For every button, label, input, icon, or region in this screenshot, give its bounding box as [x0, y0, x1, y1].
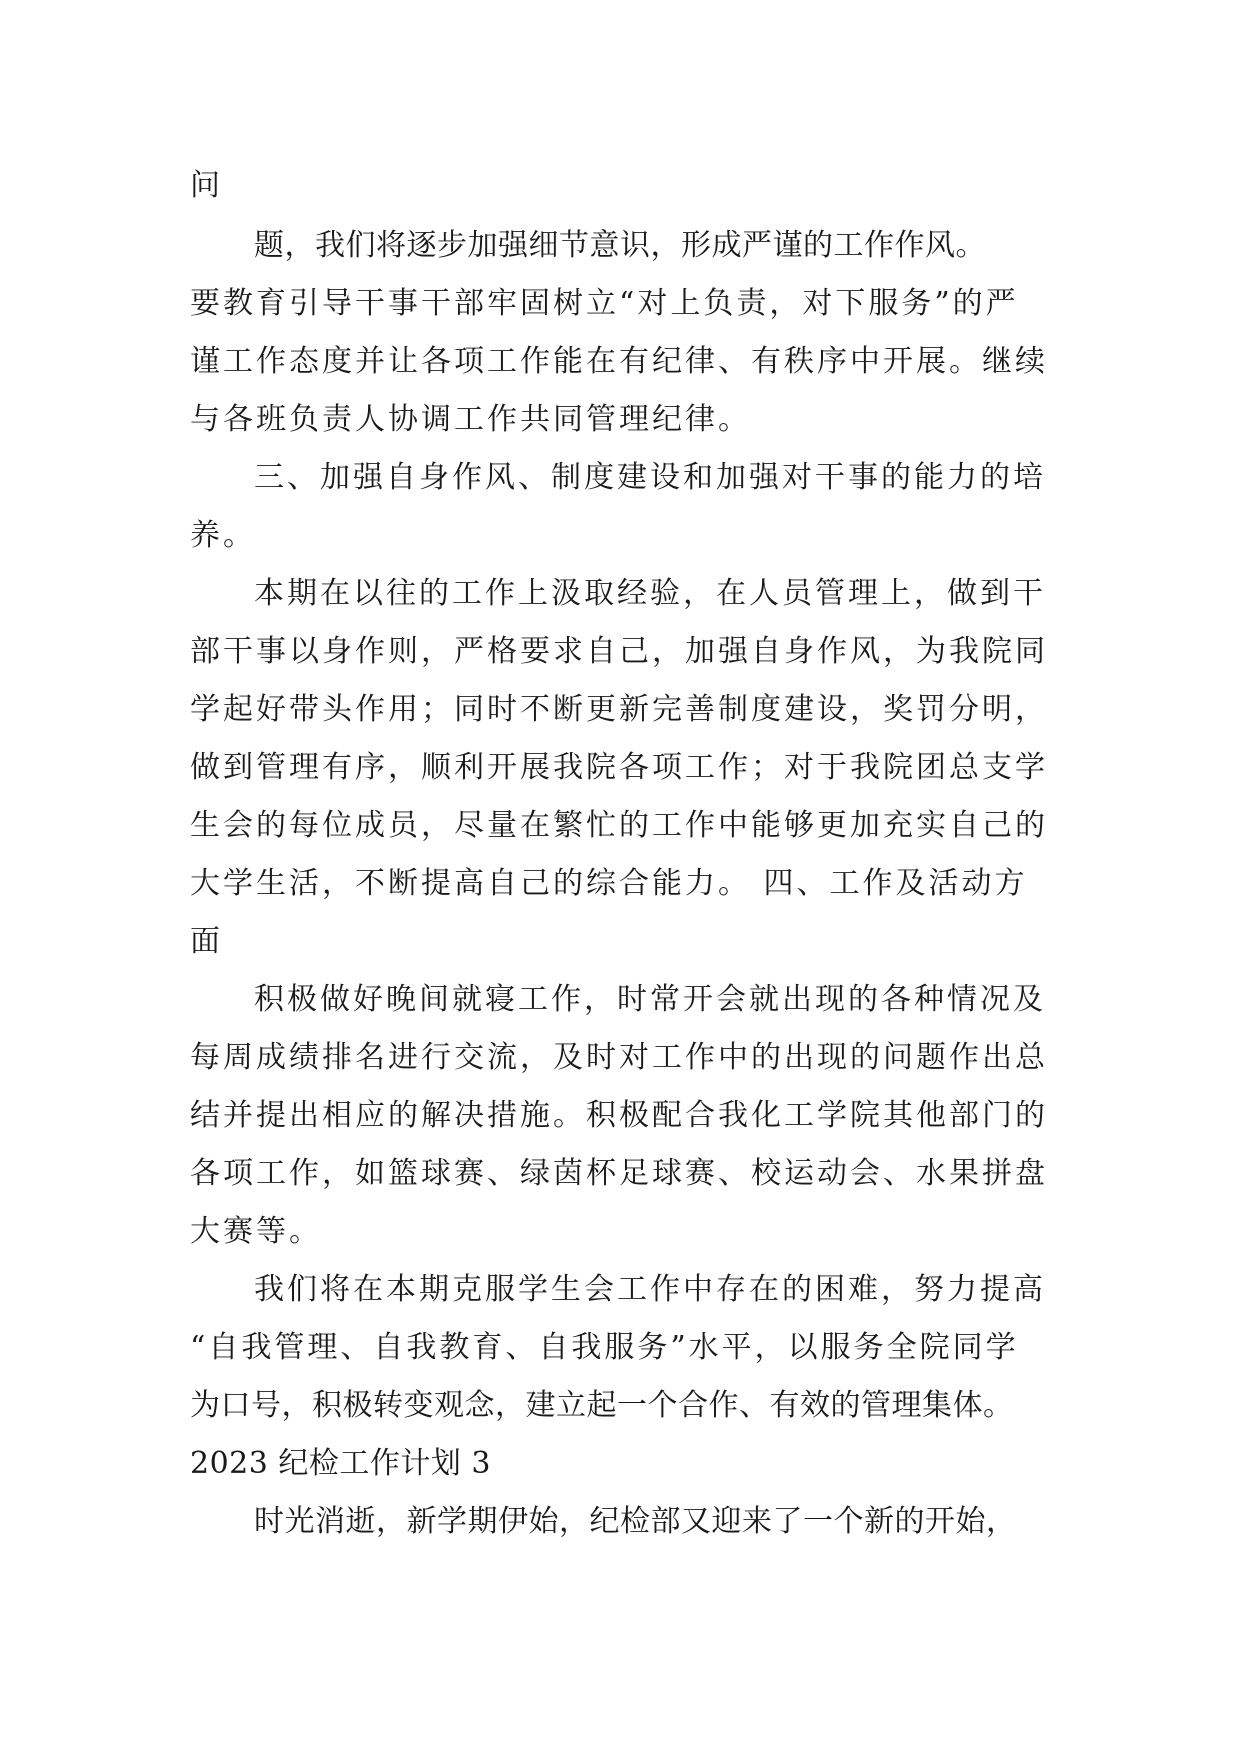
text-line: 大学生活，不断提高自己的综合能力。 四、工作及活动方	[190, 866, 1028, 901]
text-line: 大赛等。	[190, 1214, 322, 1249]
text-line: 问	[190, 168, 223, 203]
text-line: 做到管理有序，顺利开展我院各项工作；对于我院团总支学	[190, 750, 1048, 785]
section-title: 2023 纪检工作计划 3	[190, 1446, 492, 1481]
text-line: 积极做好晚间就寝工作，时常开会就出现的各种情况及	[254, 982, 1046, 1017]
text-line: 与各班负责人协调工作共同管理纪律。	[190, 402, 751, 437]
text-line: 为口号，积极转变观念，建立起一个合作、有效的管理集体。	[190, 1388, 1014, 1423]
text-line: 谨工作态度并让各项工作能在有纪律、有秩序中开展。继续	[190, 344, 1048, 379]
text-line: 本期在以往的工作上汲取经验，在人员管理上，做到干	[254, 576, 1046, 611]
text-line: “自我管理、自我教育、自我服务”水平，以服务全院同学	[190, 1330, 1019, 1365]
text-line: 要教育引导干事干部牢固树立“对上负责，对下服务”的严	[190, 286, 1019, 321]
text-line: 面	[190, 924, 223, 959]
text-line: 结并提出相应的解决措施。积极配合我化工学院其他部门的	[190, 1098, 1048, 1133]
text-line: 部干事以身作则，严格要求自己，加强自身作风，为我院同	[190, 634, 1048, 669]
section-heading: 三、加强自身作风、制度建设和加强对干事的能力的培	[254, 460, 1046, 495]
text-line: 我们将在本期克服学生会工作中存在的困难，努力提高	[254, 1272, 1046, 1307]
text-line: 题，我们将逐步加强细节意识，形成严谨的工作作风。	[254, 228, 986, 263]
text-line: 每周成绩排名进行交流，及时对工作中的出现的问题作出总	[190, 1040, 1048, 1075]
text-line: 养。	[190, 518, 256, 553]
text-line: 各项工作，如篮球赛、绿茵杯足球赛、校运动会、水果拼盘	[190, 1156, 1048, 1191]
text-line: 生会的每位成员，尽量在繁忙的工作中能够更加充实自己的	[190, 808, 1048, 843]
text-line: 学起好带头作用；同时不断更新完善制度建设，奖罚分明，	[190, 692, 1048, 727]
text-line: 时光消逝，新学期伊始，纪检部又迎来了一个新的开始，	[254, 1504, 1017, 1539]
